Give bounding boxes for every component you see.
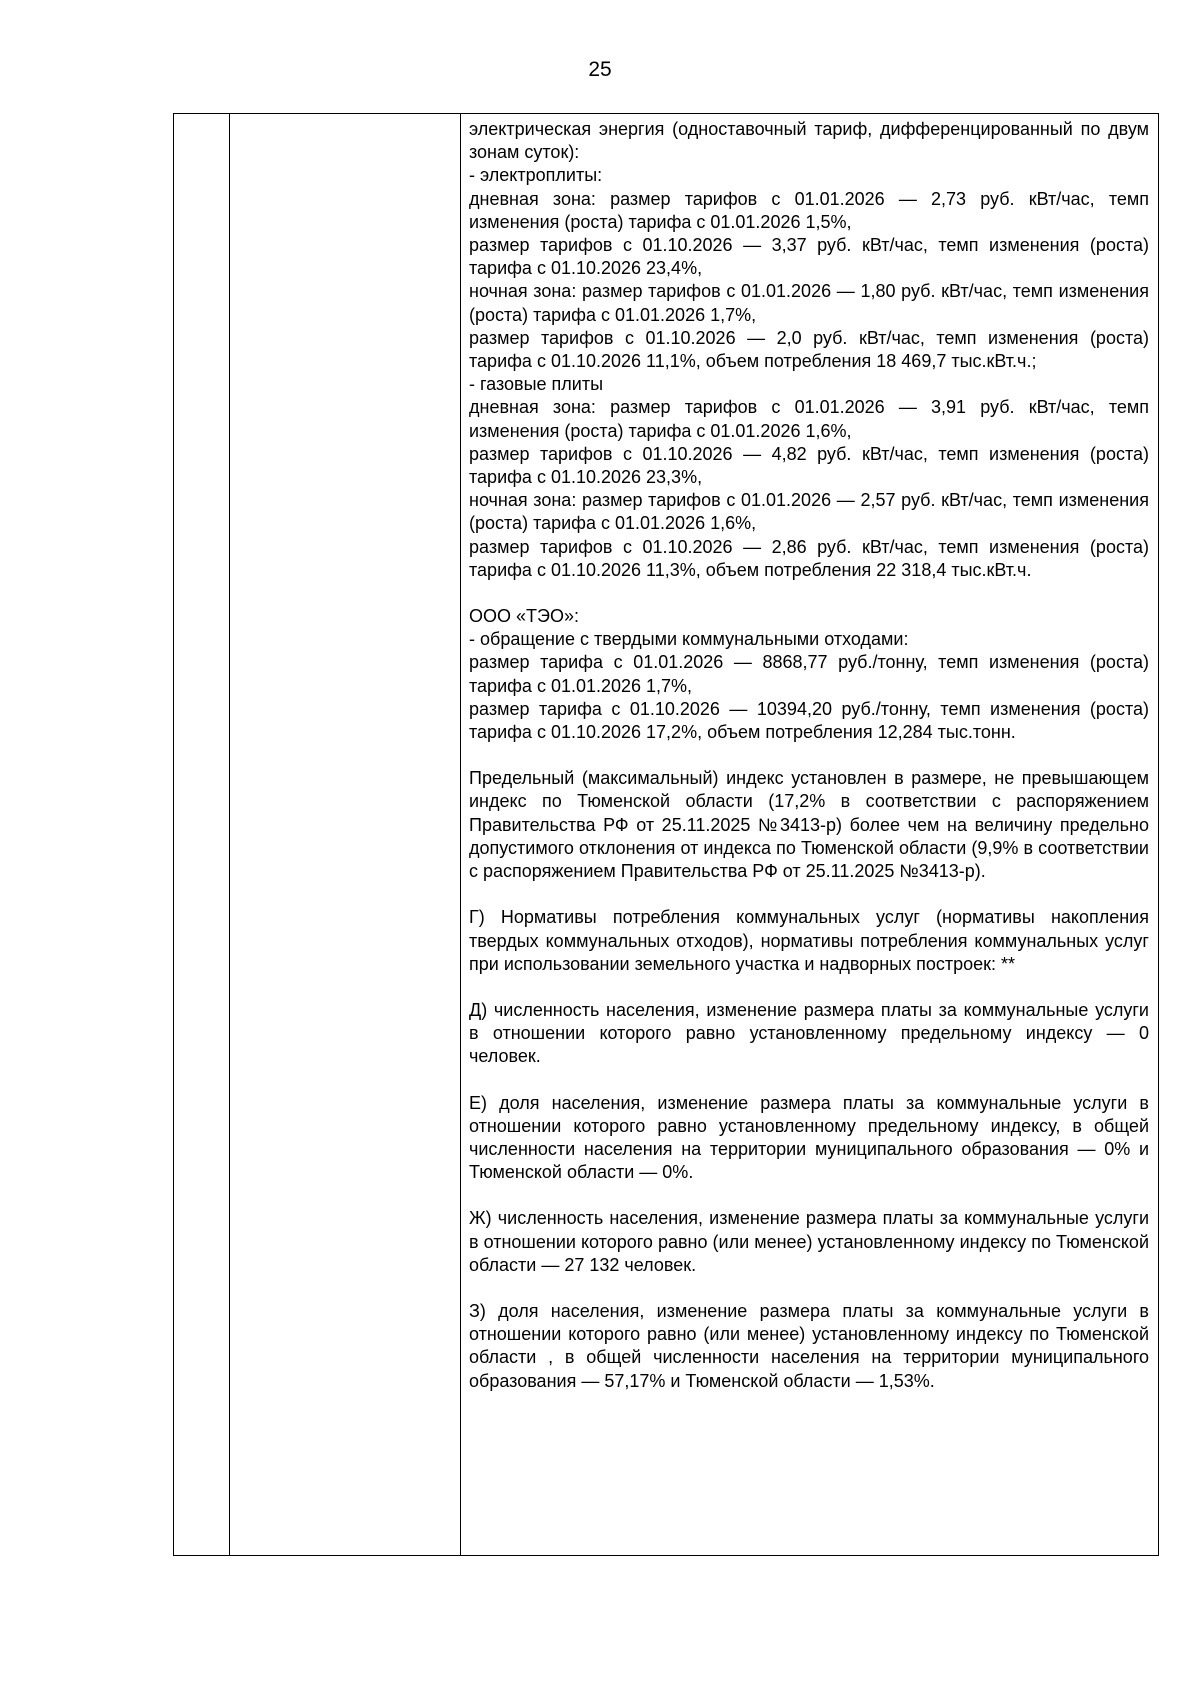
paragraph-gap [469, 744, 1149, 767]
paragraph: дневная зона: размер тарифов с 01.01.2026 — 2,73 руб. кВт/час, темп изменения (роста) тарифа с 01.01.2026 1,5%, [469, 188, 1149, 232]
paragraph: размер тарифов с 01.10.2026 — 2,86 руб. кВт/час, темп изменения (роста) тарифа с 01.10.2026 11,3%, объем потребления 22 318,4 тыс.кВт.ч. [469, 536, 1149, 580]
paragraph: Д) численность населения, изменение размера платы за коммунальные услуги в отношении которого равно установленному предельному индексу — 0 человек. [469, 999, 1149, 1067]
paragraph: размер тарифов с 01.10.2026 — 4,82 руб. кВт/час, темп изменения (роста) тарифа с 01.10.2026 23,3%, [469, 443, 1149, 488]
paragraph: дневная зона: размер тарифов с 01.01.2026 — 3,91 руб. кВт/час, темп изменения (роста) тарифа с 01.01.2026 1,6%, [469, 397, 1149, 441]
paragraph-gap [469, 883, 1149, 906]
paragraph: ООО «ТЭО»: [469, 606, 579, 627]
page-number: 25 [588, 58, 612, 81]
paragraph-gap [469, 582, 1149, 605]
paragraph: размер тарифов с 01.10.2026 — 2,0 руб. кВт/час, темп изменения (роста) тарифа с 01.10.2026 11,1%, объем потребления 18 469,7 тыс.кВт.ч.; [469, 327, 1149, 372]
paragraph: З) доля населения, изменение размера платы за коммунальные услуги в отношении которого равно (или менее) установленному индексу по Тюменской области , в общей численности населения на территории муниципального образования — 57,17% и Тюменской области — 1,53%. [469, 1300, 1149, 1391]
paragraph: размер тарифа с 01.10.2026 — 10394,20 руб./тонну, темп изменения (роста) тарифа с 01.10.2026 17,2%, объем потребления 12,284 тыс.тонн. [469, 698, 1149, 743]
paragraph: размер тарифов с 01.10.2026 — 3,37 руб. кВт/час, темп изменения (роста) тарифа с 01.10.2026 23,4%, [469, 235, 1149, 279]
paragraph: ночная зона: размер тарифов с 01.01.2026 — 2,57 руб. кВт/час, темп изменения (роста) тарифа с 01.01.2026 1,6%, [469, 490, 1149, 534]
column-divider [460, 114, 461, 1555]
paragraph: Г) Нормативы потребления коммунальных услуг (нормативы накопления твердых коммунальных отходов), нормативы потребления коммунальных услуг при использовании земельного участка и надворных построек: ** [469, 907, 1149, 974]
paragraph: ночная зона: размер тарифов с 01.01.2026 — 1,80 руб. кВт/час, темп изменения (роста) тарифа с 01.01.2026 1,7%, [469, 281, 1149, 325]
paragraph-gap [469, 1184, 1149, 1207]
paragraph: Предельный (максимальный) индекс установлен в размере, не превышающем индекс по Тюменской области (17,2% в соответствии с распоряжением Правительства РФ от 25.11.2025 №3413-р) более чем на величину предельно допустимого отклонения от индекса по Тюменской области (9,9% в соответствии с распоряжением Правительства РФ от 25.11.2025 №3413-р). [469, 768, 1149, 882]
paragraph-gap [469, 1277, 1149, 1300]
paragraph: размер тарифа с 01.01.2026 — 8868,77 руб./тонну, темп изменения (роста) тарифа с 01.01.2026 1,7%, [469, 652, 1149, 696]
paragraph: - обращение с твердыми коммунальными отходами: [469, 629, 909, 650]
content-cell [469, 118, 1149, 1393]
paragraph: - электроплиты: [469, 165, 603, 186]
paragraph-gap [469, 1069, 1149, 1092]
paragraph: электрическая энергия (одноставочный тариф, дифференцированный по двум зонам суток): [469, 119, 1149, 163]
paragraph-gap [469, 976, 1149, 999]
document-table [173, 113, 1159, 1556]
column-divider [229, 114, 230, 1555]
paragraph: Е) доля населения, изменение размера платы за коммунальные услуги в отношении которого равно установленному предельному индексу, в общей численности населения на территории муниципального образования — 0% и Тюменской области — 0%. [469, 1092, 1149, 1183]
paragraph: Ж) численность населения, изменение размера платы за коммунальные услуги в отношении которого равно (или менее) установленному индексу по Тюменской области — 27 132 человек. [469, 1208, 1149, 1275]
paragraph: - газовые плиты [469, 374, 604, 395]
